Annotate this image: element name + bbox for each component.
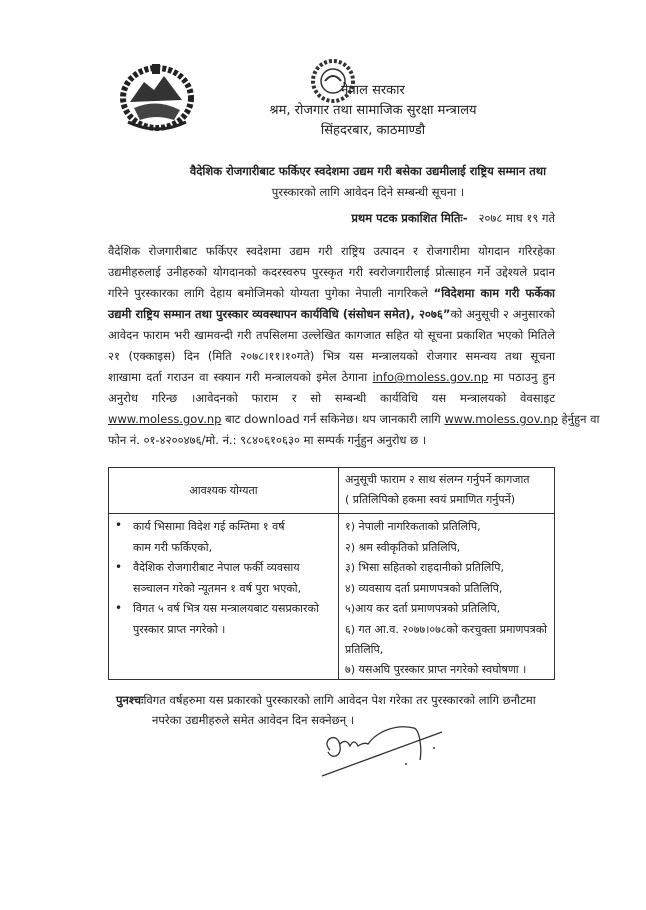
col-header-qualification: आवश्यक योग्यता bbox=[189, 484, 258, 497]
header-divider bbox=[109, 513, 554, 514]
ministry-location: सिंहदरबार, काठमाण्डौ bbox=[320, 123, 426, 138]
body-line: फोन नं. ०१-४२००४७६/मो. नं.: ९८४०६१०६३० मा सम्पर्क गर्नुहुन अनुरोध छ । bbox=[108, 433, 427, 447]
publish-date bbox=[351, 211, 555, 226]
body-text: मा पठाउनु हुन bbox=[488, 370, 556, 384]
postscript-line1: विगत वर्षहरुमा यस प्रकारको पुरस्कारको लागि आवेदन पेश गरेका तर पुरस्कारको लागि छनौटमा bbox=[143, 693, 536, 707]
qualification-item: विगत ५ वर्ष भित्र यस मन्त्रालयबाट यसप्रकारको bbox=[133, 602, 319, 615]
bullet-icon: • bbox=[115, 518, 123, 532]
body-line bbox=[108, 368, 555, 386]
qualification-item: पुरस्कार प्राप्त नगरेको । bbox=[133, 623, 226, 636]
body-text: हेर्नुहुन वा bbox=[557, 412, 600, 426]
body-line: वैदेशिक रोजगारीबाट फर्किएर स्वदेशमा उद्यम गरी राष्ट्रिय उत्पादन र रोजगारीमा योगदान गरिरहेका bbox=[108, 244, 555, 258]
postscript bbox=[116, 693, 536, 708]
website-link[interactable]: www.moless.gov.np bbox=[108, 412, 222, 426]
col-header-documents: अनुसूची फाराम २ साथ संलग्न गर्नुपर्ने कागजात bbox=[345, 473, 530, 486]
website-link-2[interactable]: www.moless.gov.np bbox=[444, 412, 558, 426]
document-item: १) नेपाली नागरिकताको प्रतिलिपि, bbox=[345, 520, 481, 533]
body-text: को अनुसूची २ अनुसारको bbox=[450, 307, 556, 321]
postscript-label: पुनश्चः bbox=[116, 693, 144, 707]
document-item: ५)आय कर दर्ता प्रमाणपत्रको प्रतिलिपि, bbox=[345, 602, 501, 615]
body-line bbox=[108, 410, 600, 428]
qualification-item: काम गरी फर्किएको, bbox=[133, 541, 213, 554]
document-item: ६) गत आ.व. २०७७।०७८को करचुक्ता प्रमाणपत्रको bbox=[345, 623, 548, 636]
email-link[interactable]: info@moless.gov.np bbox=[372, 370, 489, 384]
body-line: आवेदन फाराम भरी खामवन्दी गरी तपसिलमा उल्लेखित कागजात सहित यो सूचना प्रकाशित भएको मितिले bbox=[108, 328, 555, 342]
bullet-icon: • bbox=[115, 601, 123, 615]
qualification-item: वैदेशिक रोजगारीबाट नेपाल फर्की व्यवसाय bbox=[133, 561, 300, 574]
column-divider bbox=[338, 468, 339, 679]
body-line: अनुरोध गरिन्छ ।आवेदनको फाराम र सो सम्बन्धी कार्यविधि यस मन्त्रालयको वेवसाइट bbox=[108, 391, 555, 405]
notice-title-line2: पुरस्कारको लागि आवेदन दिने सम्बन्धी सूचना । bbox=[271, 185, 465, 199]
signature bbox=[318, 720, 458, 780]
procedure-title: “विदेशमा काम गरी फर्केका bbox=[433, 286, 556, 300]
body-text: गरिने पुरस्कारका लागि देहाय बमोजिमको योग्यता पुगेका नेपाली नागरिकले bbox=[108, 286, 434, 300]
body-line: उद्यमीहरुलाई उनीहरुको योगदानको कदरस्वरुप पुरस्कृत गरी स्वरोजगारीलाई प्रोत्साहन गर्ने उद्देश्यले प्रदान bbox=[108, 265, 555, 279]
document-item: ४) व्यवसाय दर्ता प्रमाणपत्रको प्रतिलिपि, bbox=[345, 582, 503, 595]
body-line bbox=[108, 305, 555, 323]
body-text: शाखामा दर्ता गराउन वा स्क्यान गरी मन्त्रालयको इमेल ठेगाना bbox=[108, 370, 373, 384]
qualification-item: सञ्चालन गरेको न्यूतमन १ वर्ष पुरा भएको, bbox=[133, 582, 302, 595]
body-text: बाट download गर्न सकिनेछ। थप जानकारी लागि bbox=[221, 412, 445, 426]
body-line: २१ (एक्काइस) दिन (मिति २०७८।११।१०गते) भित्र यस मन्त्रालयको रोजगार समन्वय तथा सूचना bbox=[108, 349, 555, 363]
document-item: प्रतिलिपि, bbox=[345, 643, 384, 656]
government-name: नेपाल सरकार bbox=[341, 83, 405, 98]
col-header-documents-note: ( प्रतिलिपिको हकमा स्वयं प्रमाणित गर्नुपर्ने) bbox=[345, 493, 516, 506]
publish-date-value: २०७८ माघ १९ गते bbox=[478, 211, 555, 225]
bullet-icon: • bbox=[115, 560, 123, 574]
qualification-item: कार्य भिसामा विदेश गई कम्तिमा १ वर्ष bbox=[133, 520, 285, 533]
document-item: ३) भिसा सहितको राहदानीको प्रतिलिपि, bbox=[345, 561, 504, 574]
document-item: ७) यसअघि पुरस्कार प्राप्त नगरेको स्वघोषणा । bbox=[345, 663, 527, 676]
ministry-name: श्रम, रोजगार तथा सामाजिक सुरक्षा मन्त्रालय bbox=[269, 103, 477, 118]
postscript-line2: नपरेका उद्यमीहरुले समेत आवेदन दिन सक्नेछन् । bbox=[152, 713, 355, 727]
publish-date-label: प्रथम पटक प्रकाशित मितिः- bbox=[351, 211, 468, 225]
requirements-table bbox=[108, 467, 555, 680]
notice-title-line1: वैदेशिक रोजगारीबाट फर्किएर स्वदेशमा उद्यम गरी बसेका उद्यमीलाई राष्ट्रिय सम्मान तथा bbox=[189, 164, 547, 178]
document-item: २) श्रम स्वीकृतिको प्रतिलिपि, bbox=[345, 541, 461, 554]
body-line bbox=[108, 284, 555, 302]
procedure-title: उद्यमी राष्ट्रिय सम्मान तथा पुरस्कार व्यवस्थापन कार्यविधि (संसोधन समेत), २०७६” bbox=[108, 307, 451, 321]
